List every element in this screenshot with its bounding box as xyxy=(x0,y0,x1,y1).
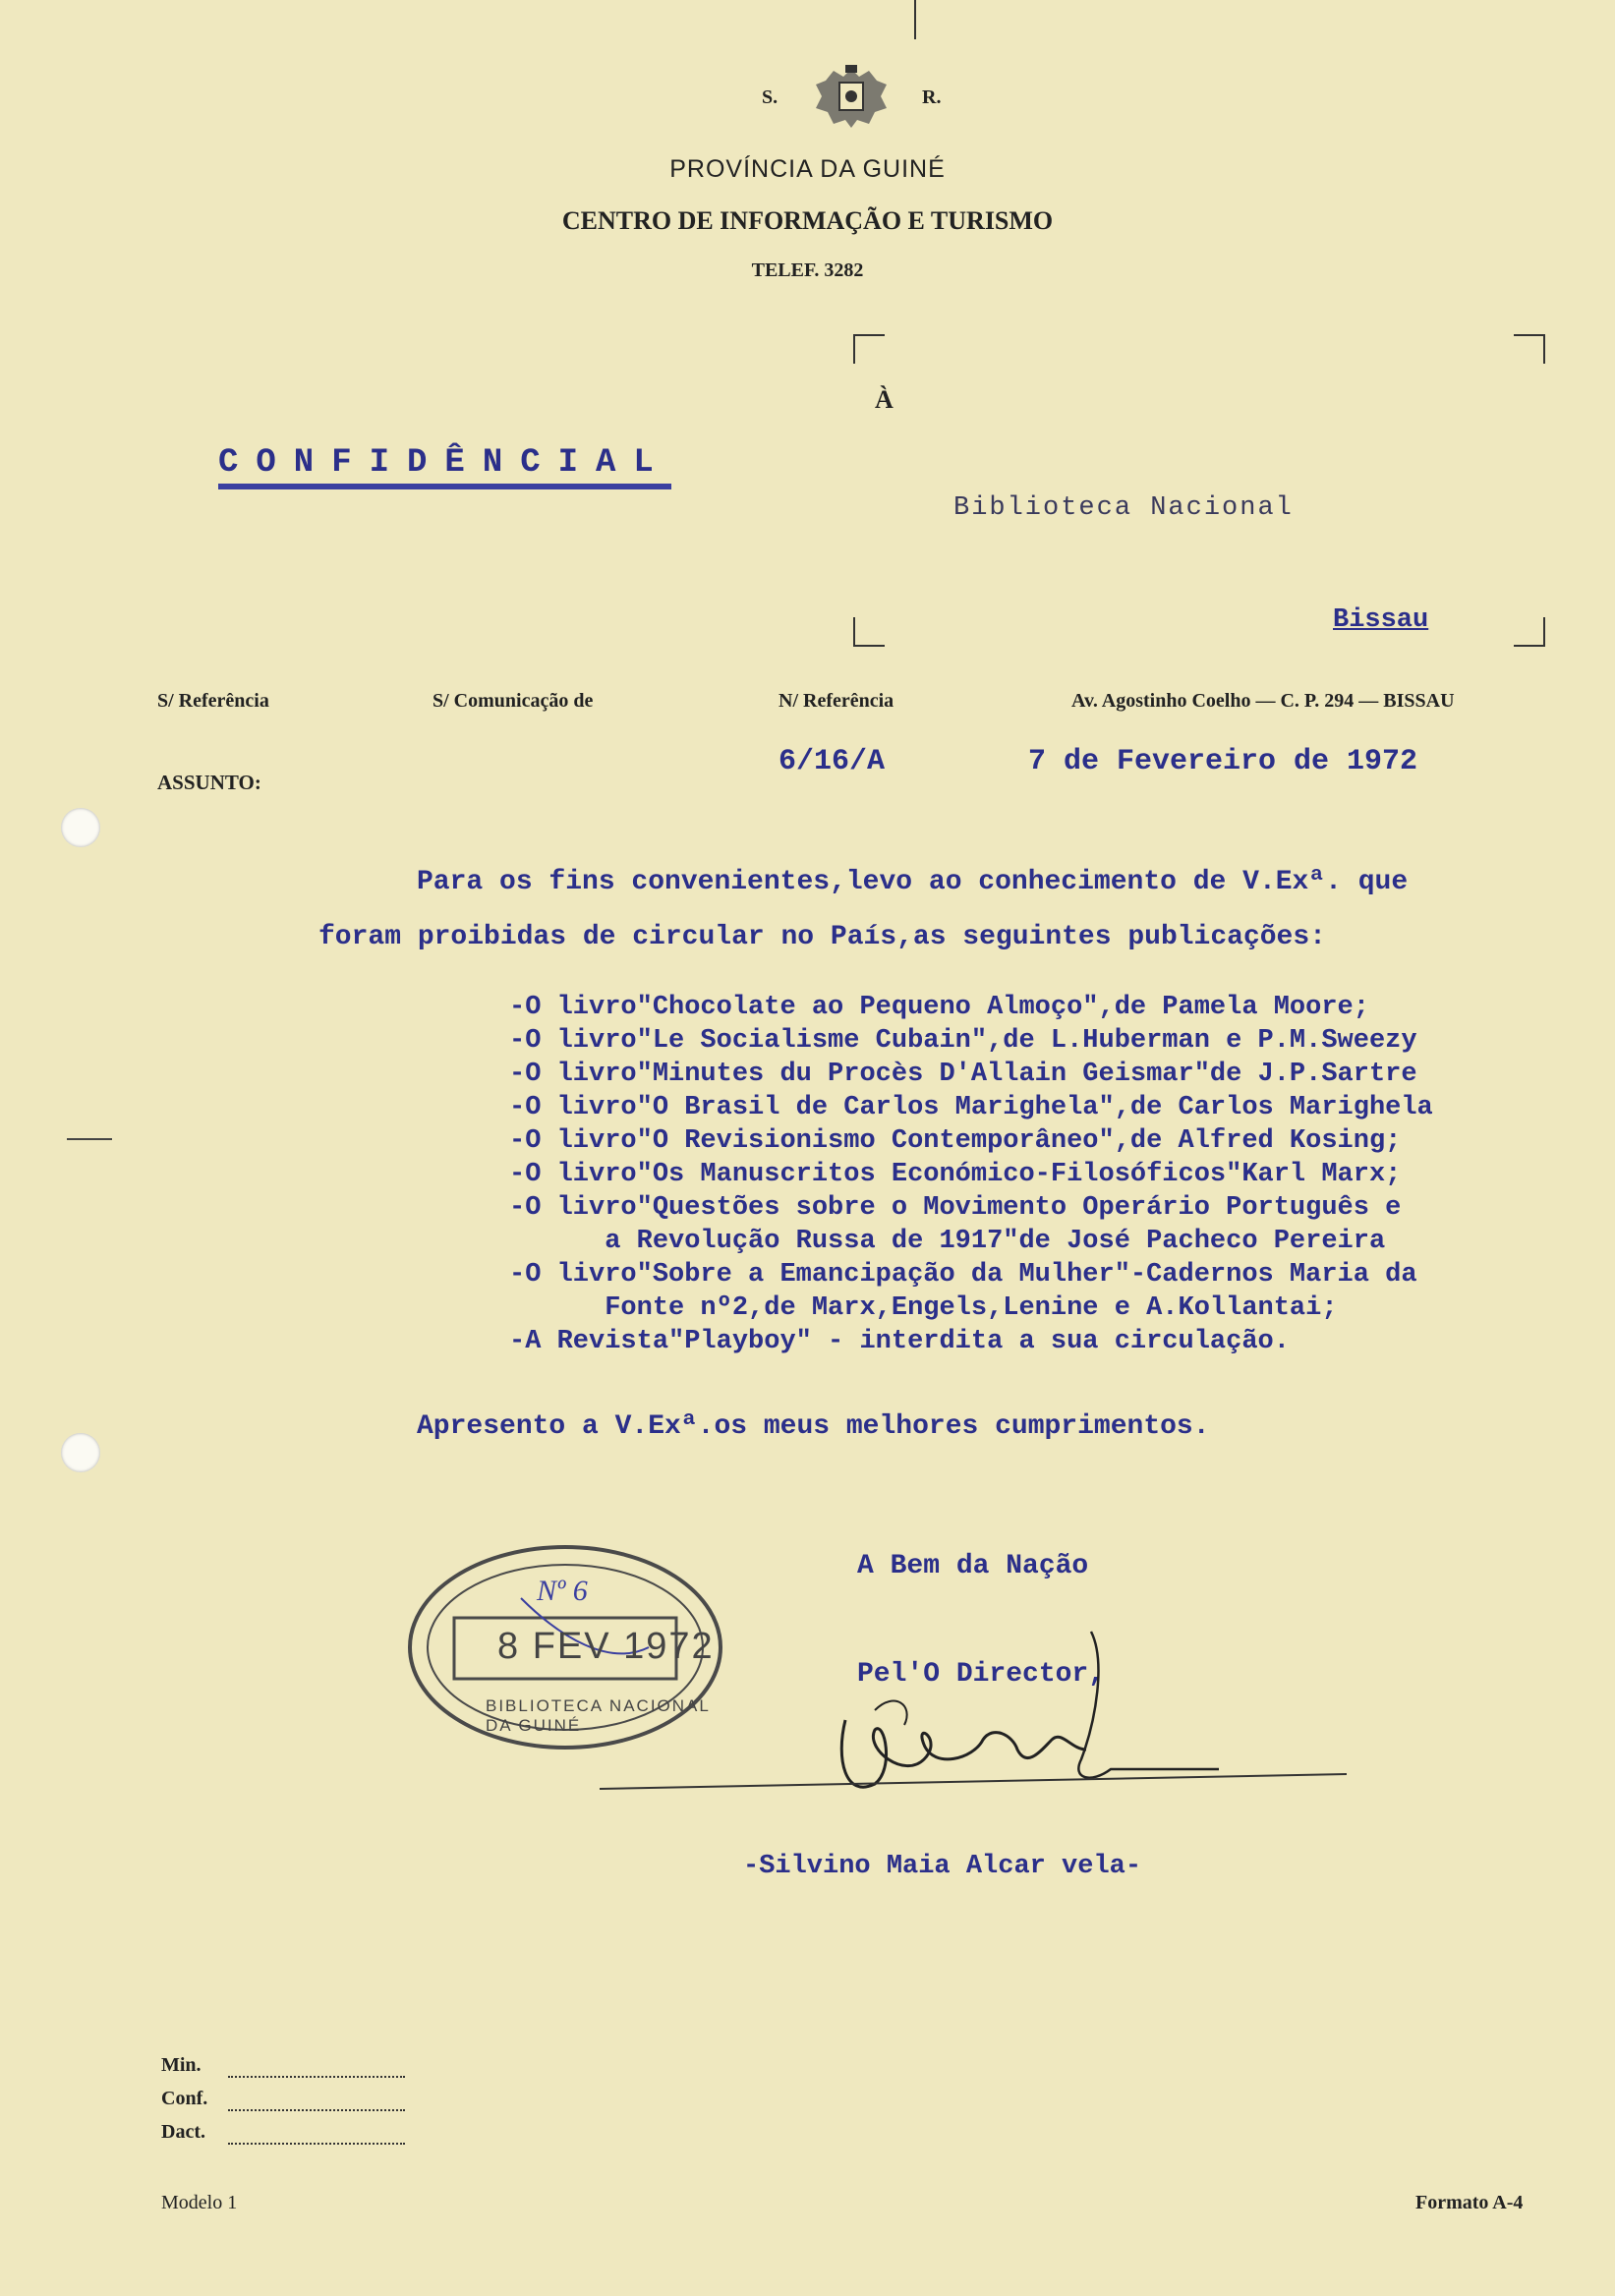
publications-list xyxy=(509,991,1615,1358)
punch-hole-bottom xyxy=(61,1433,100,1472)
reference-value: 6/16/A xyxy=(779,745,886,778)
centre-title: CENTRO DE INFORMAÇÃO E TURISMO xyxy=(561,206,1054,235)
footer-conf-line xyxy=(228,2109,405,2111)
list-item: -O livro"Minutes du Procès D'Allain Geismar"de J.P.Sartre xyxy=(509,1060,1417,1089)
list-item: -O livro"Sobre a Emancipação da Mulher"-Cadernos Maria da xyxy=(509,1260,1417,1290)
closing-line: Apresento a V.Exª.os meus melhores cumprimentos. xyxy=(417,1411,1210,1442)
bracket-bottom-right xyxy=(1514,617,1545,647)
list-item: a Revolução Russa de 1917"de José Pacheco Pereira xyxy=(509,1227,1386,1256)
footer-dact-label: Dact. xyxy=(161,2121,205,2143)
signatory-name: -Silvino Maia Alcar vela- xyxy=(743,1852,1142,1881)
province-title: PROVÍNCIA DA GUINÉ xyxy=(669,155,946,183)
bracket-bottom-left xyxy=(853,617,885,647)
list-item: -O livro"O Revisionismo Contemporâneo",de Alfred Kosing; xyxy=(509,1126,1402,1156)
stamp-number: Nº 6 xyxy=(537,1575,588,1607)
list-item: -O livro"Questões sobre o Movimento Operário Português e xyxy=(509,1193,1402,1223)
stamp-date: 8 FEV 1972 xyxy=(497,1626,715,1667)
list-item: -O livro"Os Manuscritos Económico-Filosóficos"Karl Marx; xyxy=(509,1160,1402,1189)
your-communication-label: S/ Comunicação de xyxy=(433,690,594,712)
footer-dact-line xyxy=(228,2143,405,2145)
footer-conf-label: Conf. xyxy=(161,2088,208,2109)
list-item: -A Revista"Playboy" - interdita a sua circulação. xyxy=(509,1327,1290,1356)
footer-min-line xyxy=(228,2076,405,2078)
subject-label: ASSUNTO: xyxy=(157,771,261,794)
your-reference-label: S/ Referência xyxy=(157,690,269,712)
our-reference-label: N/ Referência xyxy=(779,690,894,712)
list-item: -O livro"Chocolate ao Pequeno Almoço",de Pamela Moore; xyxy=(509,993,1369,1022)
signed-by: Pel'O Director, xyxy=(857,1659,1106,1690)
list-item: Fonte nº2,de Marx,Engels,Lenine e A.Kollantai; xyxy=(509,1293,1338,1323)
intro-line-1: Para os fins convenientes,levo ao conhecimento de V.Exª. que xyxy=(417,867,1409,897)
motto: A Bem da Nação xyxy=(857,1551,1089,1581)
list-item: -O livro"O Brasil de Carlos Marighela",de Carlos Marighela xyxy=(509,1093,1433,1122)
stamp-ring-text: BIBLIOTECA NACIONAL DA GUINÉ xyxy=(486,1696,711,1735)
confidential-stamp: CONFIDÊNCIAL xyxy=(218,444,671,489)
letterhead-r: R. xyxy=(922,86,942,108)
signature xyxy=(580,1612,1366,1828)
coat-of-arms-icon xyxy=(808,63,894,132)
addressee-city: Bissau xyxy=(1333,605,1429,635)
top-tick xyxy=(914,0,916,39)
format-label: Formato A-4 xyxy=(1415,2192,1524,2213)
punch-hole-top xyxy=(61,808,100,847)
letterhead-s: S. xyxy=(762,86,779,108)
bracket-top-left xyxy=(853,334,885,364)
phone-number: TELEF. 3282 xyxy=(751,259,864,281)
list-item: -O livro"Le Socialisme Cubain",de L.Huberman e P.M.Sweezy xyxy=(509,1026,1417,1056)
footer-min-label: Min. xyxy=(161,2054,202,2076)
fold-mark xyxy=(67,1138,112,1140)
addressee-name: Biblioteca Nacional xyxy=(953,493,1294,523)
intro-line-2: foram proibidas de circular no País,as seguintes publicações: xyxy=(318,922,1326,952)
letter-date: 7 de Fevereiro de 1972 xyxy=(1028,745,1418,778)
bracket-top-right xyxy=(1514,334,1545,364)
model-label: Modelo 1 xyxy=(161,2192,238,2213)
sender-address: Av. Agostinho Coelho — C. P. 294 — BISSAU xyxy=(1071,690,1455,712)
addressee-prefix: À xyxy=(875,385,894,414)
